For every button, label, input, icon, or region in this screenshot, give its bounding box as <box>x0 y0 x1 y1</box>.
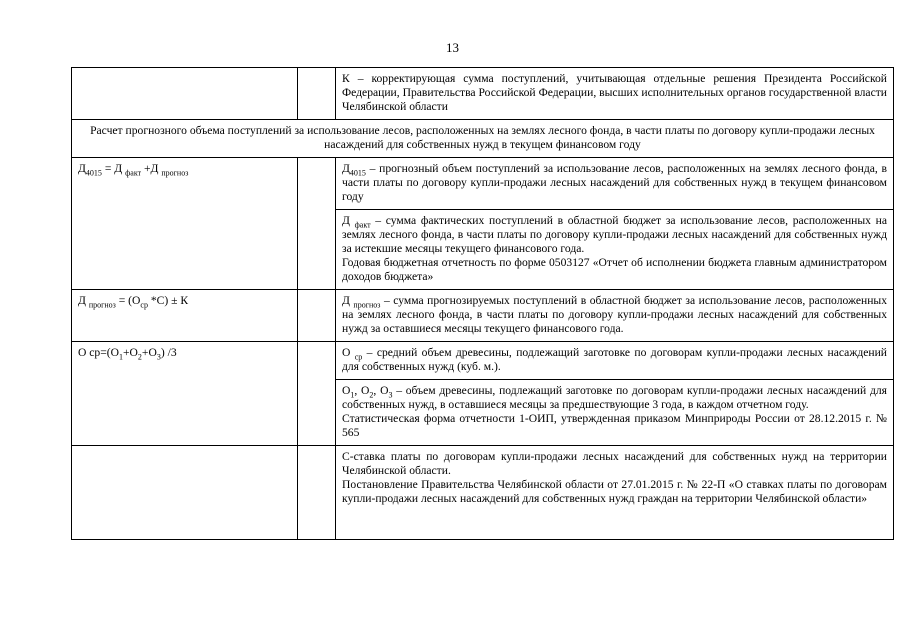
table-row <box>72 158 894 210</box>
formula-osr: О $ср=(О_1+О_2+О_3)$ /3 <box>78 346 177 362</box>
o123-source: Статистическая форма отчетности 1-ОИП, утвержденная приказом Минприроды России от 28.12.2015 г. № 565 <box>342 412 887 439</box>
dprognoz-definition: Д $_{прогноз}$ – сумма прогнозируемых поступлений в областной бюджет за использование лесов, расположенных на землях лесного фонда, в части платы по договору купли-продажи лесных насаждений для собственных нужд за оставшиеся месяцы текущего финансового года. <box>342 294 887 335</box>
definition-cell <box>336 342 894 380</box>
table-row <box>72 342 894 380</box>
c-definition: С-ставка платы по договорам купли-продажи лесных насаждений для собственных нужд на территории Челябинской области. <box>342 450 887 477</box>
formula-cell <box>72 446 298 540</box>
osr-definition: О $_{ср}$ – средний объем древесины, подлежащий заготовке по договорам купли-продажи лесных насаждений для собственных нужд (куб. м.). <box>342 346 887 373</box>
spacer-cell <box>298 290 336 342</box>
section-title <box>72 120 894 158</box>
formula-d4015: $Д_{4015} = Д$ $_{факт}$ +Д $_{прогноз}$ <box>78 162 189 178</box>
table-row <box>72 68 894 120</box>
o123-definition: $О_1$, $О_2$, $О_3$ – объем древесины, подлежащий заготовке по договорам купли-продажи лесных насаждений для собственных нужд, в оставшиеся месяцы за предшествующие 3 года, в каждом отчетном году. <box>342 384 887 411</box>
spacer-cell <box>298 446 336 540</box>
document-table <box>71 67 894 540</box>
definition-cell <box>336 446 894 540</box>
section-title-text: Расчет прогнозного объема поступлений за использование лесов, расположенных на землях лесного фонда, в части платы по договору купли-продажи лесных насаждений для собственных нужд в текущем финансовом году <box>90 124 875 151</box>
formula-cell <box>72 342 298 446</box>
table-row <box>72 446 894 540</box>
spacer-cell <box>298 68 336 120</box>
dfact-source: Годовая бюджетная отчетность по форме 0503127 «Отчет об исполнении бюджета главным администратором доходов бюджета» <box>342 256 887 283</box>
definition-cell <box>336 158 894 210</box>
spacer-cell <box>298 158 336 290</box>
d4015-definition: $Д_{4015}$ – прогнозный объем поступлений за использование лесов, расположенных на землях лесного фонда, в части платы по договору купли-продажи лесных насаждений для собственных нужд в текущем финансовом году <box>342 162 887 203</box>
formula-dprognoz: Д $_{прогноз} = (О_{ср}$ *С) ± К <box>78 294 189 310</box>
page-number: 13 <box>446 40 459 55</box>
formula-cell <box>72 68 298 120</box>
definition-cell <box>336 210 894 290</box>
table-row <box>72 120 894 158</box>
formula-cell <box>72 290 298 342</box>
formula-cell <box>72 158 298 290</box>
definition-cell <box>336 380 894 446</box>
definition-cell <box>336 290 894 342</box>
table-row <box>72 290 894 342</box>
spacer-cell <box>298 342 336 446</box>
dfact-definition: Д $_{факт}$ – сумма фактических поступлений в областной бюджет за использование лесов, расположенных на землях лесного фонда, в части платы по договору купли-продажи лесных насаждений для собственных нужд за истекшие месяцы текущего финансового года. <box>342 214 888 255</box>
c-source: Постановление Правительства Челябинской области от 27.01.2015 г. № 22-П «О ставках платы по договорам купли-продажи лесных насаждений для собственных нужд граждан на территории Челябинской области» <box>342 478 887 505</box>
definition-cell <box>336 68 894 120</box>
k-definition: К – корректирующая сумма поступлений, учитывающая отдельные решения Президента Российской Федерации, Правительства Российской Федерации, высших исполнительных органов государственной власти Челябинской области <box>342 72 887 113</box>
